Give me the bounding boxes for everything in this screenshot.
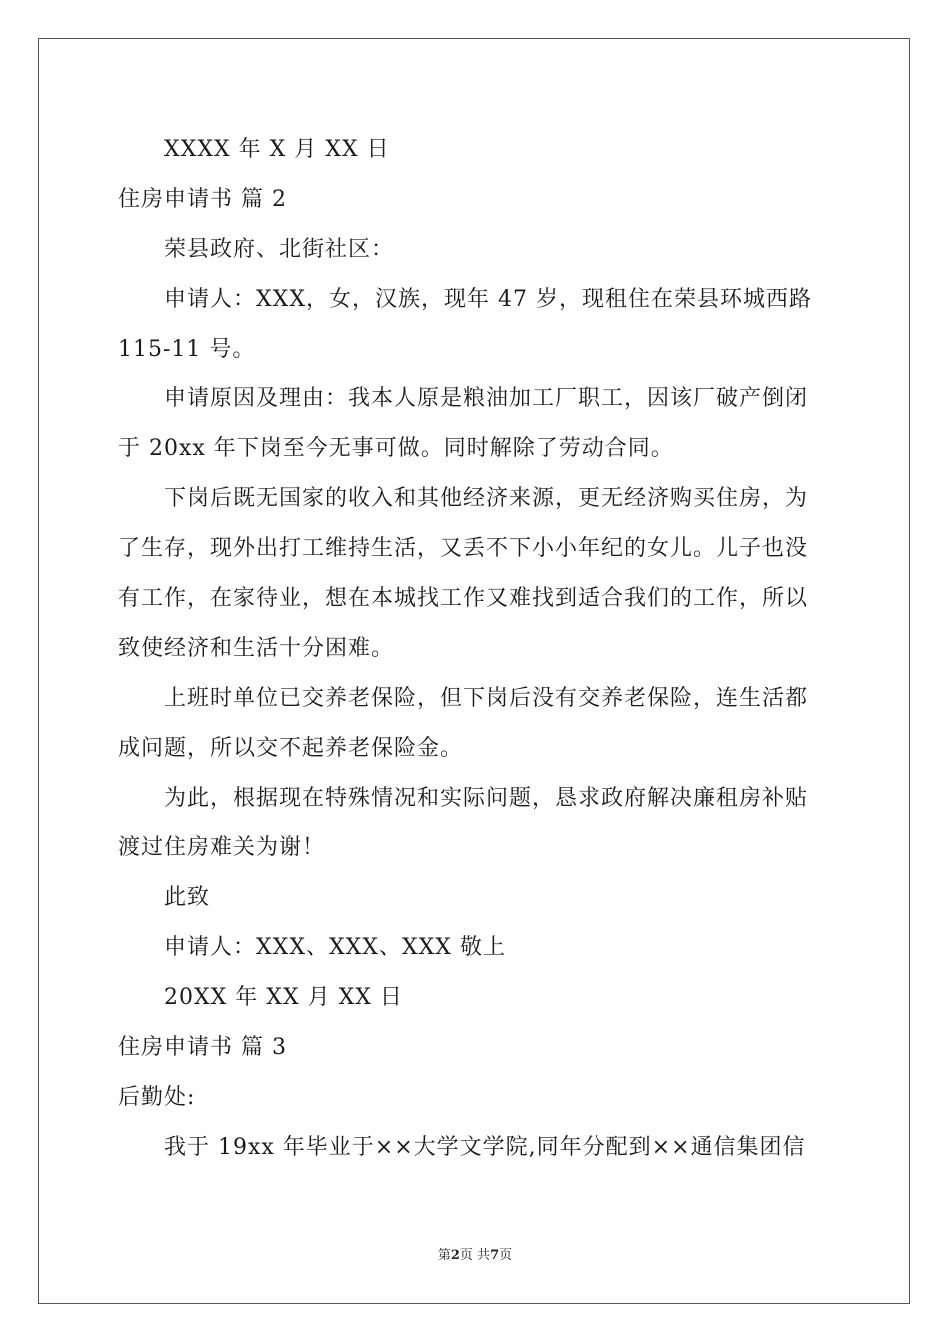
paragraph-line: 申请人：XXX，女，汉族，现年 47 岁，现租住在荣县环城西路 xyxy=(164,287,812,312)
current-page-number: 2 xyxy=(450,1248,460,1263)
paragraph-line: 我于 19xx 年毕业于××大学文学院,同年分配到××通信集团信 xyxy=(164,1135,806,1160)
paragraph-line: 渡过住房难关为谢！ xyxy=(118,835,326,860)
recipient-line: 后勤处: xyxy=(118,1085,196,1110)
footer-prefix: 第 xyxy=(437,1248,451,1263)
paragraph-line: 上班时单位已交养老保险，但下岗后没有交养老保险，连生活都 xyxy=(164,686,809,711)
paragraph-line: 成问题，所以交不起养老保险金。 xyxy=(118,736,464,761)
section-heading-2: 住房申请书 篇 2 xyxy=(118,187,287,212)
paragraph-line: 于 20xx 年下岗至今无事可做。同时解除了劳动合同。 xyxy=(118,436,674,461)
paragraph-line: 致使经济和生活十分困难。 xyxy=(118,636,395,661)
page-number-footer xyxy=(0,1247,950,1265)
paragraph-line: 有工作，在家待业，想在本城找工作又难找到适合我们的工作，所以 xyxy=(118,586,809,611)
recipient-line: 荣县政府、北街社区： xyxy=(164,237,395,262)
page-border xyxy=(38,38,910,1304)
paragraph-line: 了生存，现外出打工维持生活，又丢不下小小年纪的女儿。儿子也没 xyxy=(118,536,809,561)
date-line: 20XX 年 XX 月 XX 日 xyxy=(164,985,403,1010)
footer-mid: 页 共 xyxy=(459,1248,491,1263)
paragraph-line: 115-11 号。 xyxy=(118,337,256,362)
paragraph-line: 下岗后既无国家的收入和其他经济来源，更无经济购买住房，为 xyxy=(164,486,809,511)
section-heading-3: 住房申请书 篇 3 xyxy=(118,1035,287,1060)
signature-line: 申请人：XXX、XXX、XXX 敬上 xyxy=(164,935,506,960)
total-page-number: 7 xyxy=(490,1248,500,1263)
date-line: XXXX 年 X 月 XX 日 xyxy=(164,137,390,162)
paragraph-line: 申请原因及理由：我本人原是粮油加工厂职工，因该厂破产倒闭 xyxy=(164,386,809,411)
footer-suffix: 页 xyxy=(499,1248,513,1263)
paragraph-line: 为此，根据现在特殊情况和实际问题，恳求政府解决廉租房补贴 xyxy=(164,786,809,811)
closing-line: 此致 xyxy=(164,885,211,910)
